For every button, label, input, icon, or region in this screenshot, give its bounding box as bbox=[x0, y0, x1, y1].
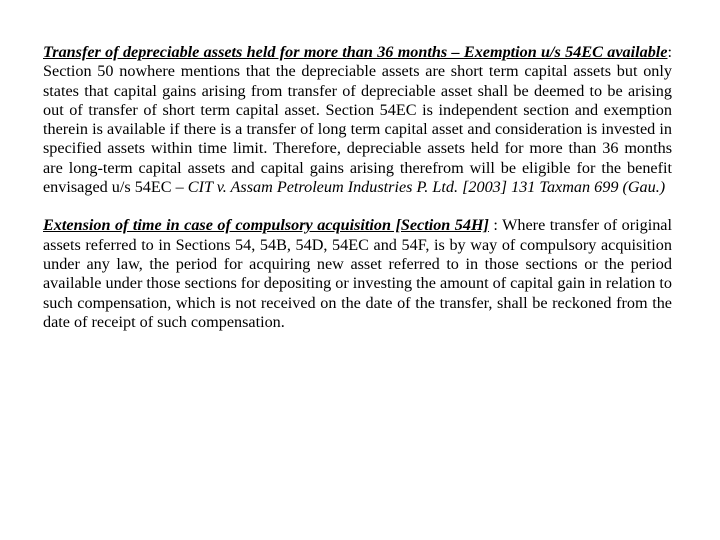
heading-separator: : bbox=[488, 216, 503, 235]
paragraph-54h-compulsory-acquisition bbox=[43, 216, 672, 332]
paragraph-54ec-depreciable-assets bbox=[43, 43, 672, 197]
paragraph-heading: Transfer of depreciable assets held for more than 36 months – Exemption u/s 54EC available bbox=[43, 43, 668, 61]
document-page bbox=[43, 43, 672, 332]
case-citation: – CIT v. Assam Petroleum Industries P. Ltd. [2003] 131 Taxman 699 (Gau.) bbox=[171, 178, 666, 197]
paragraph-heading: Extension of time in case of compulsory acquisition [Section 54H] bbox=[43, 216, 489, 235]
heading-separator: : bbox=[667, 43, 672, 61]
paragraph-body: Where transfer of original assets referred to in Sections 54, 54B, 54D, 54EC and 54F, is by way of compulsory acquisition under any law, the period for acquiring new asset referred to in those sections or the period available under those sections for depositing or investing the amount of capital gain in relation to such compensation, which is not received on the date of the transfer, shall be reckoned from the date of receipt of such compensation. bbox=[43, 216, 672, 331]
paragraph-body: Section 50 nowhere mentions that the depreciable assets are short term capital assets but only states that capital gains arising from transfer of depreciable asset shall be deemed to be arising out of transfer of short term capital asset. Section 54EC is independent section and exemption therein is available if there is a transfer of long term capital asset and consideration is invested in specified assets within time limit. Therefore, depreciable assets held for more than 36 months are long-term capital assets and capital gains arising therefrom will be eligible for the benefit envisaged u/s 54EC bbox=[43, 62, 672, 197]
